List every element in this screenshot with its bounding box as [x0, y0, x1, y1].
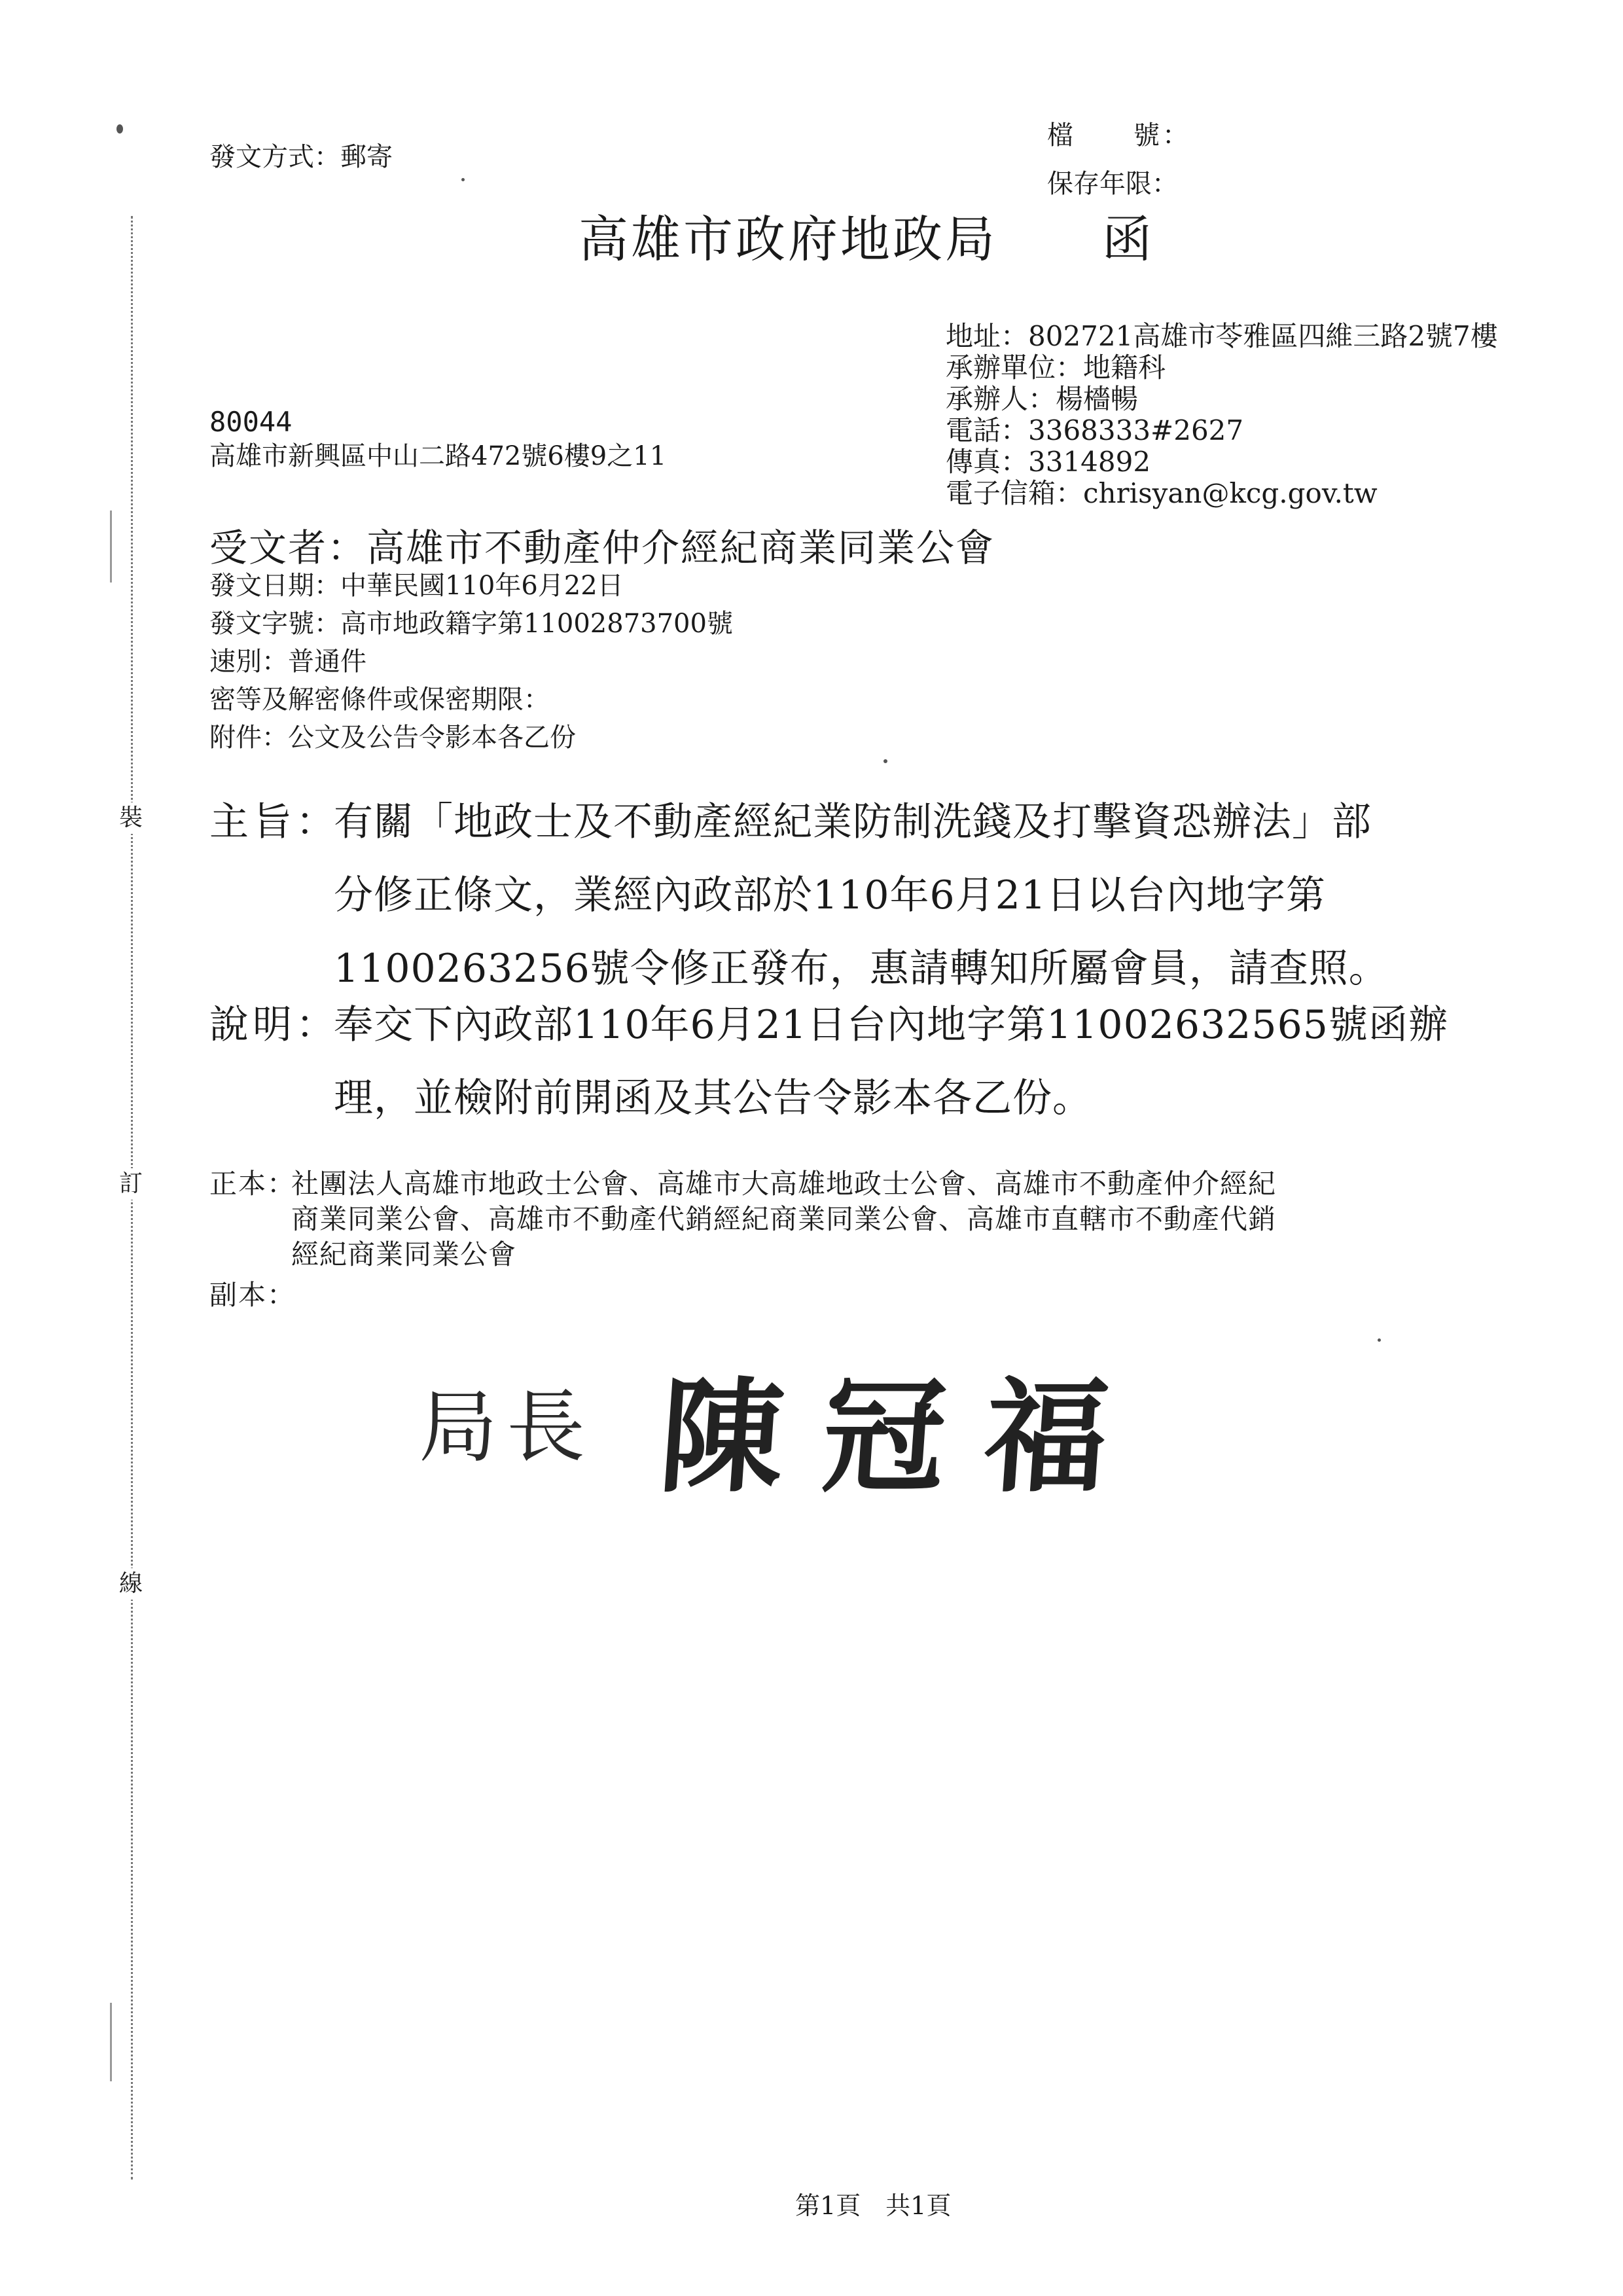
security-level: 密等及解密條件或保密期限： [209, 685, 550, 715]
scan-artifact [110, 511, 112, 583]
attachments: 附件：公文及公告令影本各乙份 [209, 723, 576, 753]
subject-line: 1100263256號令修正發布，惠請轉知所屬會員，請查照。 [334, 946, 1389, 992]
original-copy-line: 商業同業公會、高雄市不動產代銷經紀商業同業公會、高雄市直轄市不動產代銷 [291, 1203, 1277, 1235]
subject-line: 有關「地政士及不動產經紀業防制洗錢及打擊資恐辦法」部 [334, 799, 1372, 845]
explanation-section [209, 988, 1472, 1139]
explanation-line: 奉交下內政部110年6月21日台內地字第11002632565號函辦 [334, 1002, 1448, 1048]
sender-contact-block [946, 321, 1498, 509]
sender-address: 地址：802721高雄市苓雅區四維三路2號7樓 [946, 320, 1498, 352]
explanation-line: 理，並檢附前開函及其公告令影本各乙份。 [334, 1075, 1092, 1121]
reference-number: 發文字號：高市地政籍字第11002873700號 [209, 609, 733, 639]
binding-mark-middle: 訂 [116, 1168, 145, 1200]
original-copy-line: 社團法人高雄市地政士公會、高雄市大高雄地政士公會、高雄市不動產仲介經紀 [291, 1168, 1277, 1200]
file-number: 檔 號： [1047, 120, 1191, 151]
signature-name: 陳冠福 [655, 1365, 1152, 1509]
retention-period: 保存年限： [1047, 169, 1178, 199]
handling-officer: 承辦人：楊檣暢 [946, 383, 1139, 415]
subject-label: 主旨： [209, 799, 339, 845]
handling-unit: 承辦單位：地籍科 [946, 351, 1166, 384]
sender-fax: 傳真：3314892 [946, 446, 1151, 478]
sender-email: 電子信箱：chrisyan@kcg.gov.tw [946, 477, 1378, 509]
original-copy-label: 正本： [209, 1168, 296, 1200]
copies-section [209, 1166, 1472, 1317]
original-copy-line: 經紀商業同業公會 [291, 1238, 517, 1270]
document-title: 高雄市政府地政局 函 [579, 210, 1154, 268]
explanation-label: 說明： [209, 1002, 339, 1048]
dispatch-method: 發文方式：郵寄 [209, 142, 393, 172]
subject-line: 分修正條文，業經內政部於110年6月21日以台內地字第 [334, 872, 1327, 918]
scan-artifact [116, 124, 123, 134]
binding-mark-top: 裝 [116, 802, 145, 834]
scan-artifact [461, 178, 465, 181]
signature-title: 局長 [419, 1382, 594, 1473]
sender-phone: 電話：3368333#2627 [946, 414, 1244, 446]
recipient-address: 高雄市新興區中山二路472號6樓9之11 [209, 441, 667, 471]
binding-mark-bottom: 線 [116, 1568, 145, 1600]
postal-code: 80044 [209, 406, 293, 438]
recipient: 受文者：高雄市不動產仲介經紀商業同業公會 [209, 526, 995, 570]
issue-date: 發文日期：中華民國110年6月22日 [209, 571, 624, 601]
subject-section [209, 785, 1472, 1008]
page-number: 第1頁 共1頁 [795, 2191, 952, 2220]
scan-artifact [110, 2003, 112, 2081]
scan-artifact [883, 759, 887, 763]
duplicate-copy-label: 副本： [209, 1279, 296, 1311]
delivery-speed: 速別：普通件 [209, 647, 366, 677]
scan-artifact [1378, 1338, 1381, 1342]
